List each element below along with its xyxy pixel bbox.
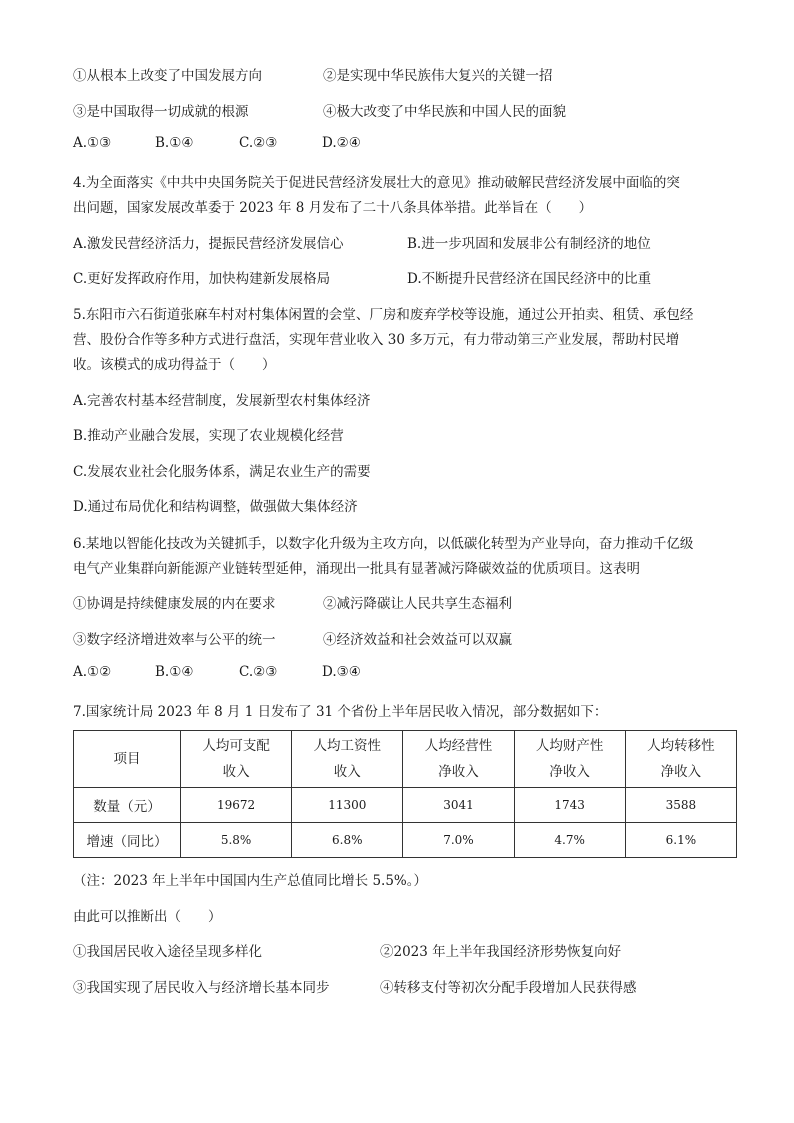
table-cell: 6.8% [292,823,403,858]
table-header-cell: 项目 [74,731,181,788]
q3-choice-b: B.①④ [155,135,194,151]
q6-choice-c: C.②③ [239,664,278,680]
table-row-label: 增速（同比） [74,823,181,858]
q7-note: （注：2023 年上半年中国国内生产总值同比增长 5.5%。） [73,873,427,889]
q6-option-3: ③数字经济增进效率与公平的统一 [73,632,276,648]
q7-option-3: ③我国实现了居民收入与经济增长基本同步 [73,980,330,996]
table-cell: 11300 [292,788,403,823]
table-header-cell: 人均可支配 收入 [181,731,292,788]
q6-option-2: ②减污降碳让人民共享生态福利 [323,596,512,612]
q4-option-b: B.进一步巩固和发展非公有制经济的地位 [407,236,651,252]
q3-choice-c: C.②③ [239,135,278,151]
table-cell: 1743 [514,788,625,823]
q6-choices [73,664,361,680]
table-cell: 4.7% [514,823,625,858]
q6-choice-a: A.①② [73,664,112,680]
q4-option-a: A.激发民营经济活力，提振民营经济发展信心 [73,236,344,252]
q6-choice-b: B.①④ [155,664,194,680]
table-cell: 19672 [181,788,292,823]
q6-option-1: ①协调是持续健康发展的内在要求 [73,596,276,612]
q5-option-c: C.发展农业社会化服务体系，满足农业生产的需要 [73,464,371,480]
q7-stem: 7.国家统计局 2023 年 8 月 1 日发布了 31 个省份上半年居民收入情况，部分数据如下： [73,704,608,720]
income-table [73,730,737,858]
table-row [74,823,737,858]
table-cell: 6.1% [625,823,736,858]
q5-stem-line-3: 收。该模式的成功得益于（ ） [73,357,276,373]
q3-option-1: ①从根本上改变了中国发展方向 [73,68,262,84]
q5-option-d: D.通过布局优化和结构调整，做强做大集体经济 [73,499,358,515]
q3-choices [73,135,361,151]
q3-choice-d: D.②④ [322,135,361,151]
q3-option-3: ③是中国取得一切成就的根源 [73,104,249,120]
q4-stem-line-2: 出问题，国家发展改革委于 2023 年 8 月发布了二十八条具体举措。此举旨在（ ） [73,200,593,216]
q3-choice-a: A.①③ [73,135,112,151]
q3-option-4: ④极大改变了中华民族和中国人民的面貌 [323,104,566,120]
q7-option-4: ④转移支付等初次分配手段增加人民获得感 [380,980,637,996]
q4-option-c: C.更好发挥政府作用，加快构建新发展格局 [73,271,331,287]
table-cell: 3588 [625,788,736,823]
q5-stem-line-2: 营、股份合作等多种方式进行盘活，实现年营业收入 30 多万元，有力带动第三产业发展，帮助村民增 [73,332,680,348]
table-cell: 3041 [403,788,514,823]
table-cell: 5.8% [181,823,292,858]
q3-option-2: ②是实现中华民族伟大复兴的关键一招 [323,68,553,84]
table-header-cell: 人均经营性 净收入 [403,731,514,788]
q4-option-d: D.不断提升民营经济在国民经济中的比重 [407,271,652,287]
table-header-cell: 人均工资性 收入 [292,731,403,788]
q6-stem-line-2: 电气产业集群向新能源产业链转型延伸，涌现出一批具有显著减污降碳效益的优质项目。这表明 [73,561,640,577]
table-header-cell: 人均转移性 净收入 [625,731,736,788]
q6-option-4: ④经济效益和社会效益可以双赢 [323,632,512,648]
q5-stem-line-1: 5.东阳市六石街道张麻车村对村集体闲置的会堂、厂房和废弃学校等设施，通过公开拍卖、租赁、承包经 [73,307,694,323]
q6-stem-line-1: 6.某地以智能化技改为关键抓手，以数字化升级为主攻方向，以低碳化转型为产业导向，奋力推动千亿级 [73,536,694,552]
table-row [74,788,737,823]
table-cell: 7.0% [403,823,514,858]
table-header-row [74,731,737,788]
q6-choice-d: D.③④ [322,664,361,680]
q7-option-1: ①我国居民收入途径呈现多样化 [73,944,262,960]
q7-question: 由此可以推断出（ ） [73,909,222,925]
q5-option-b: B.推动产业融合发展，实现了农业规模化经营 [73,428,344,444]
table-header-cell: 人均财产性 净收入 [514,731,625,788]
q4-stem-line-1: 4.为全面落实《中共中央国务院关于促进民营经济发展壮大的意见》推动破解民营经济发展中面临的突 [73,175,680,191]
table-row-label: 数量（元） [74,788,181,823]
q7-option-2: ②2023 年上半年我国经济形势恢复向好 [380,944,622,960]
q5-option-a: A.完善农村基本经营制度，发展新型农村集体经济 [73,393,371,409]
